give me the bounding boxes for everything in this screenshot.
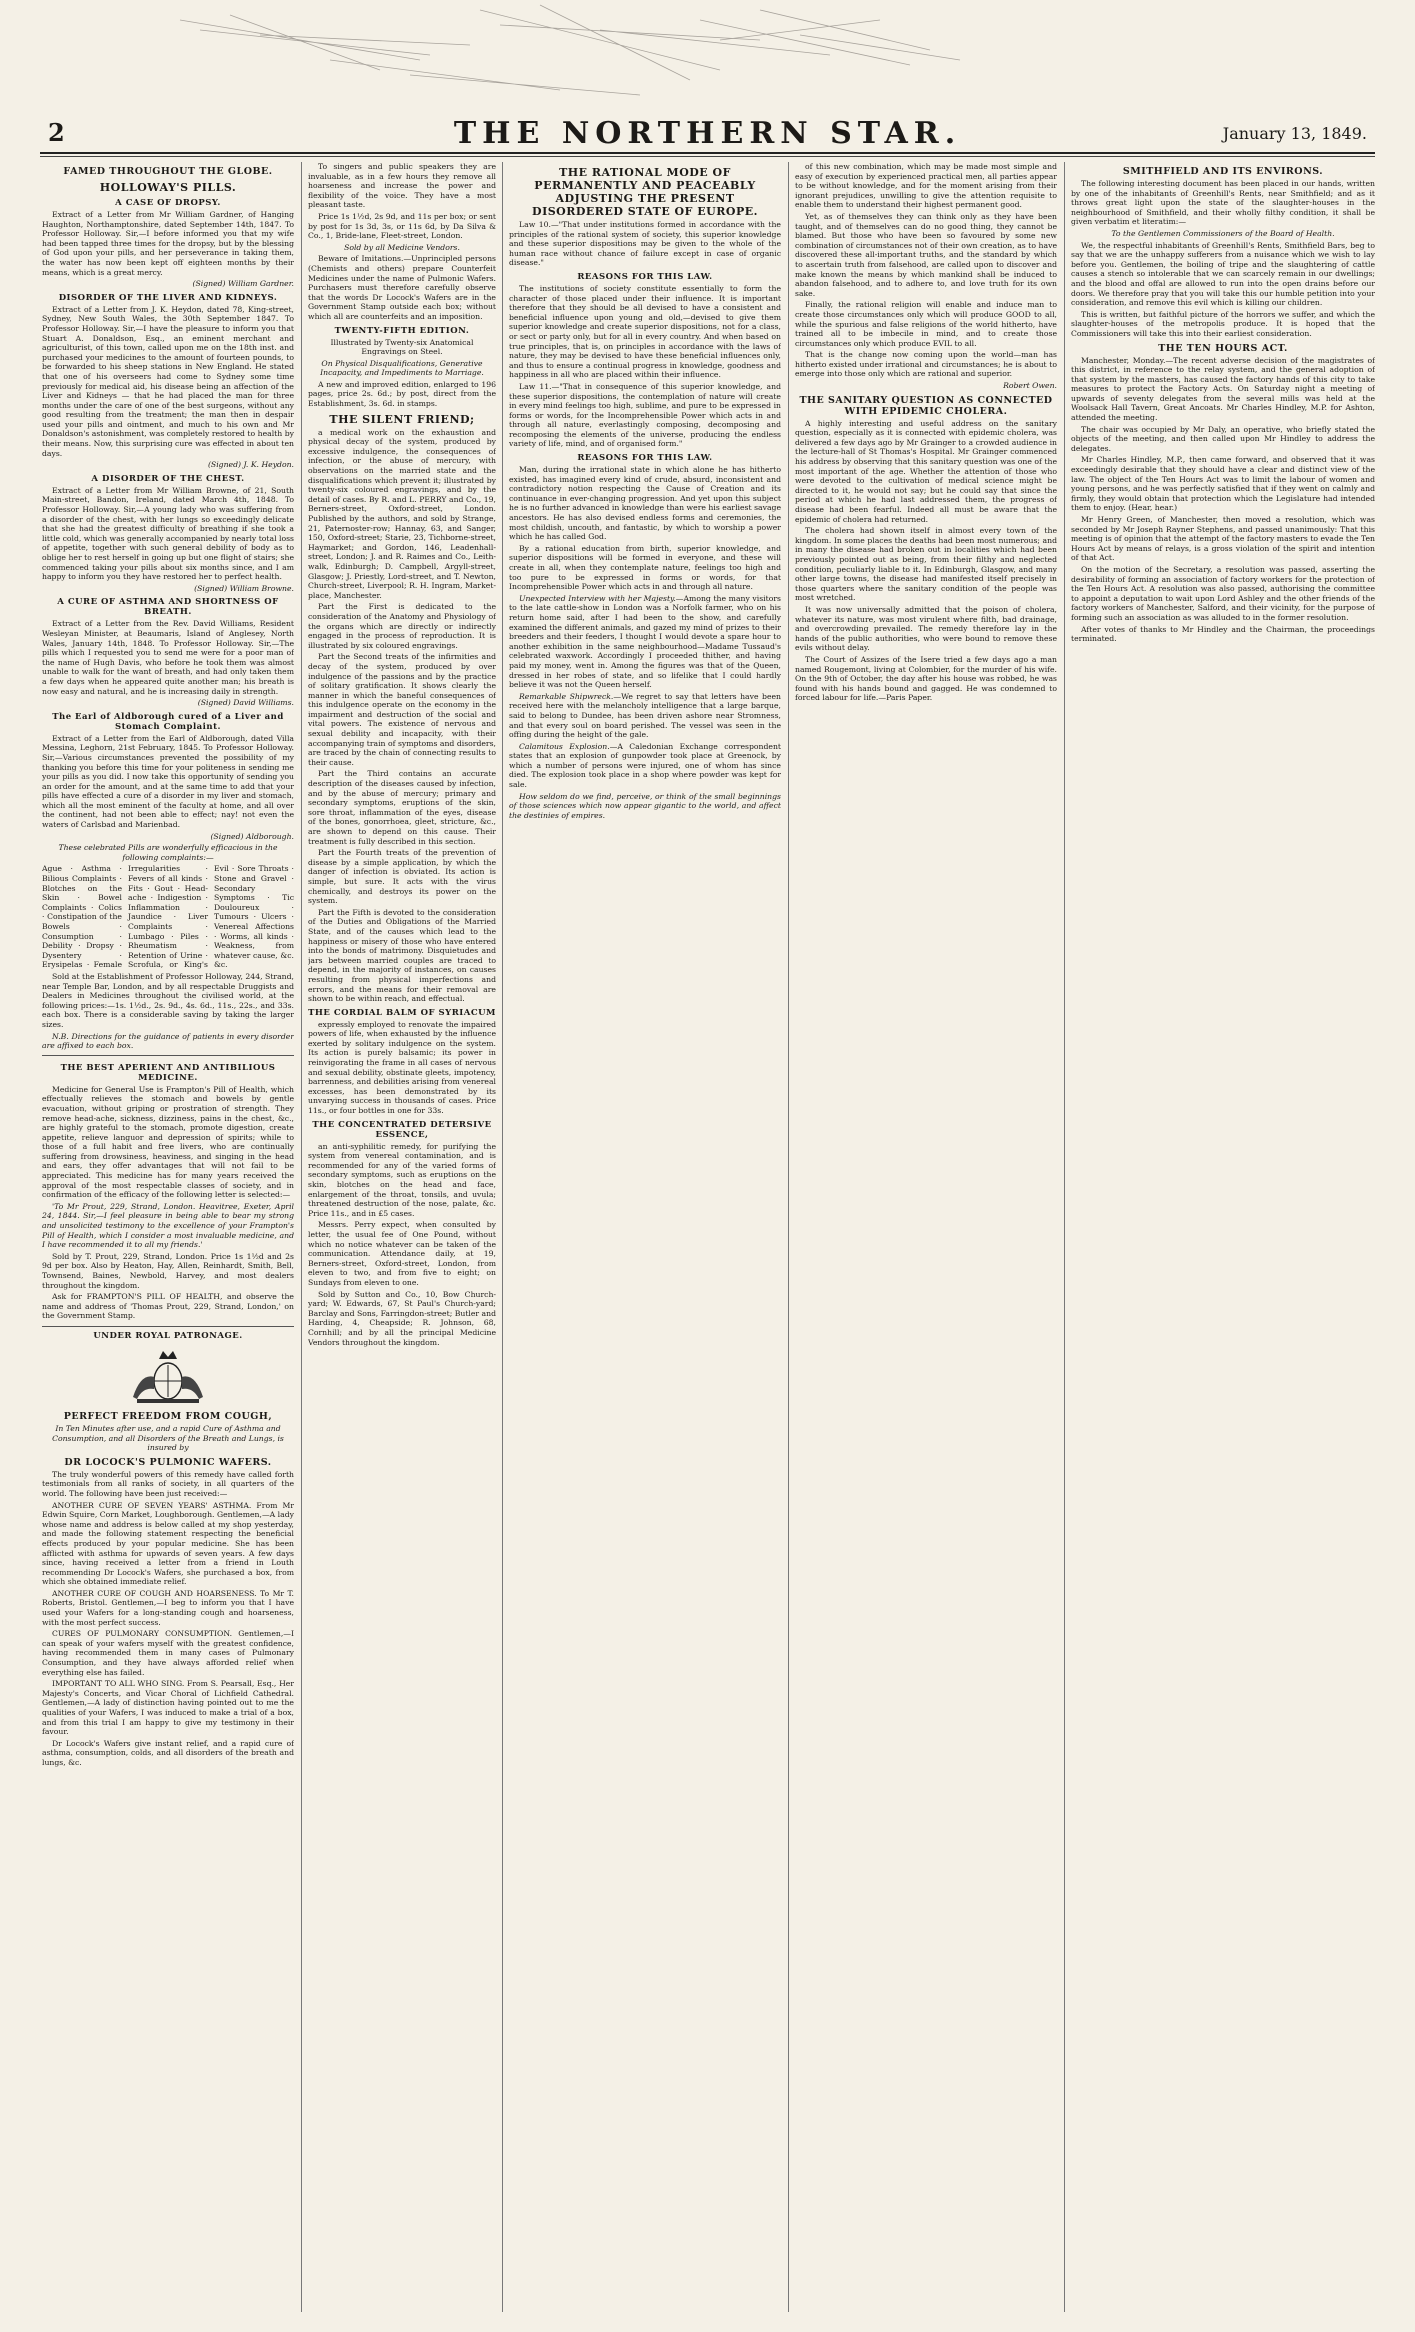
- column-2: [308, 162, 496, 2312]
- case-title: A DISORDER OF THE CHEST.: [91, 473, 245, 484]
- consult-text: Messrs. Perry expect, when consulted by letter, the usual fee of One Pound, without which no notice whatever can be taken of the communication. Attendance daily, at 19, Berners-street, Oxford-street, London, from eleven to two, and from five to eight; on Sundays from eleven to one.: [308, 1220, 496, 1287]
- royal-arms-icon: [123, 1347, 213, 1405]
- scratch-marks-illustration: [0, 0, 1415, 110]
- column-1: [42, 162, 294, 2312]
- item-heading: Unexpected Interview with her Majesty.: [519, 593, 676, 603]
- item-text: —A Caledonian Exchange correspondent states that an explosion of gunpowder took place at Greenock, by which a number of persons were injured, one of whom has since died. The explosion took place in a shop where powder was kept for sale.: [509, 741, 781, 790]
- wafers-caution: Beware of Imitations.—Unprincipled persons (Chemists and others) prepare Counterfeit Medicines under the name of Pulmonic Wafers. Purchasers must therefore carefully observe that the words Dr Locock's Wafers are in the Government Stamp outside each box; without which all are counterfeits and an imposition.: [308, 254, 496, 321]
- book-price: A new and improved edition, enlarged to 196 pages, price 2s. 6d.; by post, direct from the Establishment, 3s. 6d. in stamps.: [308, 379, 496, 409]
- diseases-list: Ague · Asthma · Bilious Complaints · Blotches on the Skin · Bowel Complaints · Colics · Constipation of the Bowels · Consumption · Debility · Dropsy · Dysentery · Erysipelas · Female Irregularities · Fevers of all kinds · Fits · Gout · Head-ache · Indigestion · Inflammation · Jaundice · Liver Complaints · Lumbago · Piles · Rheumatism · Retention of Urine · Scrofula, or King's Evil · Sore Throats · Stone and Gravel · Secondary Symptoms · Tic Douloureux · Tumours · Ulcers · Venereal Affections · Worms, all kinds · Weakness, from whatever cause, &c. &c.: [42, 864, 294, 970]
- reasons-text: Man, during the irrational state in which alone he has hitherto existed, has imagined every kind of crude, absurd, inconsistent and contradictory notion respecting the Cause of Creation and its continuance in ever-changing progression. And yet upon this subject he is no further advanced in knowledge than were his earliest savage ancestors. He has also devised endless forms and ceremonies, the most childish, uncouth, and fantastic, by which to worship a power which he has called God.: [509, 465, 781, 542]
- cordial-text: expressly employed to renovate the impaired powers of life, when exhausted by the influence exerted by solitary indulgence on the system. Its action is purely balsamic; its power in reinvigorating the frame in all cases of nervous and sexual debility, obstinate gleets, impotency, barrenness, and debilities arising from venereal excesses, has been demonstrated by its unvarying success in thousands of cases. Price 11s., or four bottles in one for 33s.: [308, 1019, 496, 1116]
- book-part: Part the First is dedicated to the consideration of the Anatomy and Physiology of the organs which are directly or indirectly engaged in the process of reproduction. It is illustrated by six coloured engravings.: [308, 602, 496, 650]
- smithfield-petition: This is written, but faithful picture of the horrors we suffer, and which the slaughter-houses of the metropolis produce. It is hoped that the Commissioners will take this into their earliest consideration.: [1071, 309, 1375, 338]
- case-text: Extract of a Letter from Mr William Gardner, of Hanging Haughton, Northamptonshire, dated September 14th, 1847. To Professor Holloway. Sir,—I before informed you that my wife had been tapped three times for the dropsy, but by the blessing of God upon your pills, and her perseverance in taking them, the water has now been kept off eighteen months by their means, which is a great mercy.: [42, 210, 294, 277]
- ad-title: THE BEST APERIENT AND ANTIBILIOUS MEDICINE.: [60, 1062, 276, 1083]
- sanitary-heading: THE SANITARY QUESTION AS CONNECTED WITH EPIDEMIC CHOLERA.: [799, 394, 1053, 417]
- ten-hours-text: Mr Charles Hindley, M.P., then came forward, and observed that it was exceedingly desirable that they should have a clear and distinct view of the law. The object of the Ten Hours Act was to limit the labour of women and young persons, and he was perfectly satisfied that if they went on calmly and firmly, they would obtain that protection which the Legislature had intended them to enjoy. (Hear, hear.): [1071, 455, 1375, 513]
- wafers-title: DR LOCOCK'S PULMONIC WAFERS.: [64, 1456, 272, 1468]
- column-3: [509, 162, 781, 2312]
- case-text: Extract of a Letter from J. K. Heydon, dated 78, King-street, Sydney, New South Wales, the 30th September 1847. To Professor Holloway. Sir,—I have the pleasure to inform you that Stuart A. Donaldson, Esq., an eminent merchant and agriculturist, of this town, called upon me on the 18th inst. and purchased your medicines to the amount of fourteen pounds, to be forwarded to his sheep stations in New England. He stated that one of his overseers had come to Sydney some time previously for medical aid, his disease being an affection of the Liver and Kidneys — that he had placed the man for three months under the care of one of the best surgeons, without any good resulting from the treatment; the man then in despair used your pills and ointment, and much to his own and Mr Donaldson's astonishment, was completely restored to health by their means. Now, this surprising cure was effected in about ten days.: [42, 304, 294, 458]
- cough-subtitle: In Ten Minutes after use, and a rapid Cure of Asthma and Consumption, and all Disorders of the Breath and Lungs, is insured by: [52, 1423, 284, 1453]
- assize-text: The Court of Assizes of the Isere tried a few days ago a man named Rougemont, living at Colombier, for the murder of his wife. On the 9th of October, the day after his house was robbed, he was found with his hands bound and gagged. He was condemned to forced labour for life.—Paris Paper.: [795, 654, 1057, 703]
- edition-heading: TWENTY-FIFTH EDITION.: [334, 325, 470, 336]
- wafers-case: IMPORTANT TO ALL WHO SING. From S. Pearsall, Esq., Her Majesty's Concerts, and Vicar Choral of Lichfield Cathedral. Gentlemen,—A lady of distinction having pointed out to me the qualities of your Wafers, I was induced to make a trial of a box, and from this trial I am happy to give my testimony in their favour.: [42, 1679, 294, 1737]
- issue-date: January 13, 1849.: [1222, 124, 1367, 143]
- cough-title: PERFECT FREEDOM FROM COUGH,: [63, 1410, 273, 1422]
- case-title: A CURE OF ASTHMA AND SHORTNESS OF BREATH.: [57, 597, 279, 618]
- item-text: —Among the many visitors to the late cattle-show in London was a Norfolk farmer, who on his return home said, after I had been to the show, and carefully examined the different animals, and gazed my mind of prizes to their breeders and their feeders, I thought I would devote a spare hour to another exhibition in the same neighbourhood—Madame Tussaud's celebrated waxwork. Accordingly I proceeded thither, and having paid my money, went in. Among the figures was that of the Queen, dressed in her robes of state, and so lifelike that I could hardly believe it was not the Queen herself.: [509, 593, 781, 690]
- wafers-price: Price 1s 1½d, 2s 9d, and 11s per box; or sent by post for 1s 3d, 3s, or 11s 6d, by Da Silva & Co., 1, Bride-lane, Fleet-street, London.: [308, 211, 496, 241]
- column-divider: [788, 162, 789, 2312]
- case-title: DISORDER OF THE LIVER AND KIDNEYS.: [58, 292, 278, 303]
- book-title: On Physical Disqualifications, Generative Incapacity, and Impediments to Marriage.: [320, 358, 484, 378]
- sanitary-text: The cholera had shown itself in almost every town of the kingdom. In some places the deaths had been most numerous; and in many the disease had broken out in localities which had been previously pointed out as being, from their filthy and neglected condition, peculiarly liable to it. In Edinburgh, Glasgow, and many other large towns, the disease had manifested itself precisely in those quarters where the sanitary condition of the people was most wretched.: [795, 526, 1057, 603]
- law-text: Law 10.—"That under institutions formed in accordance with the principles of the rational system of society, this superior knowledge and these superior dispositions may be given to the whole of the human race without chance of failure except in case of organic disease.": [509, 220, 781, 268]
- item-text: —We regret to say that letters have been received here with the melancholy intelligence that a large barque, said to belong to Dundee, has been driven ashore near Stromness, and that every soul on board perished. The vessel was seen in the offing during the height of the gale.: [509, 691, 781, 740]
- owen-text: of this new combination, which may be made most simple and easy of execution by experienced practical men, all parties appear to be without knowledge, and for the moment arising from their ignorant prejudices, unwilling to give the attention requisite to enable them to understand their highest permanent good.: [795, 162, 1057, 210]
- smithfield-petition: We, the respectful inhabitants of Greenhill's Rents, Smithfield Bars, beg to say that we are the unhappy sufferers from a nuisance which we wish to lay before you. Gentlemen, the boiling of tripe and the slaughtering of cattle causes a stench so intolerable that we can scarcely remain in our dwellings; and the blood and offal are allowed to run into the open drains before our doors. We therefore pray that you will take this our humble petition into your consideration, and remove this evil which is killing our children.: [1071, 240, 1375, 308]
- column-4: [795, 162, 1057, 2312]
- reasons-heading: REASONS FOR THIS LAW.: [577, 453, 713, 464]
- ten-hours-text: Mr Henry Green, of Manchester, then moved a resolution, which was seconded by Mr Joseph Rayner Stephens, and passed unanimously: That this meeting is of opinion that the attempt of the factory masters to evade the Ten Hours Act by means of relays, is a gross violation of the spirit and intention of that Act.: [1071, 515, 1375, 563]
- royal-patronage: UNDER ROYAL PATRONAGE.: [93, 1330, 243, 1341]
- masthead-rule: [40, 156, 1375, 157]
- sold-note: N.B. Directions for the guidance of patients in every disorder are affixed to each box.: [42, 1031, 294, 1051]
- ten-hours-text: On the motion of the Secretary, a resolution was passed, asserting the desirability of forming an association of factory workers for the protection of the Ten Hours Act. A resolution was also passed, authorising the committee to appoint a deputation to wait upon Lord Ashley and the other friends of the factory workers of Manchester, Salford, and their vicinity, for the purpose of forming such an association as was alluded to in the former resolution.: [1071, 564, 1375, 622]
- essence-text: an anti-syphilitic remedy, for purifying the system from venereal contamination, and is recommended for any of the varied forms of secondary symptoms, such as eruptions on the skin, blotches on the head and face, enlargement of the throat, tonsils, and uvula; threatened destruction of the nose, palate, &c. Price 11s., and in £5 cases.: [308, 1141, 496, 1218]
- wafers-intro: To singers and public speakers they are invaluable, as in a few hours they remove all hoarseness and increase the power and flexibility of the voice. They have a most pleasant taste.: [308, 162, 496, 210]
- ten-hours-text: After votes of thanks to Mr Hindley and the Chairman, the proceedings terminated.: [1071, 624, 1375, 644]
- smithfield-address: To the Gentlemen Commissioners of the Board of Health.: [1111, 228, 1335, 238]
- holloway-heading: FAMED THROUGHOUT THE GLOBE.: [63, 166, 273, 177]
- silent-friend-title: THE SILENT FRIEND;: [329, 412, 475, 426]
- wafers-case: ANOTHER CURE OF COUGH AND HOARSENESS. To Mr T. Roberts, Bristol. Gentlemen,—I beg to inform you that I have used your Wafers for a long-standing cough and hoarseness, with the most perfect success.: [42, 1588, 294, 1627]
- frampton-ad: [42, 1055, 294, 1327]
- column-divider: [1064, 162, 1065, 2312]
- case-title: A CASE OF DROPSY.: [115, 198, 221, 208]
- sanitary-text: It was now universally admitted that the poison of cholera, whatever its nature, was most virulent where filth, bad drainage, and overcrowding prevailed. The remedy therefore lay in the hands of the public authorities, who were bound to remove these evils without delay.: [795, 604, 1057, 653]
- holloway-pills-title: HOLLOWAY'S PILLS.: [99, 181, 237, 194]
- item-heading: Calamitous Explosion.: [519, 741, 610, 751]
- book-part: Part the Third contains an accurate description of the diseases caused by infection, and by the abuse of mercury; primary and secondary symptoms, eruptions of the skin, sore throat, inflammation of the eyes, disease of the bones, gonorrhoea, gleet, stricture, &c., are shown to depend on this cause. Their treatment is fully described in this section.: [308, 769, 496, 846]
- wafers-agents: Sold by all Medicine Vendors.: [344, 242, 460, 252]
- owen-text: Finally, the rational religion will enable and induce man to create those circumstances only which will produce GOOD to all, while the spurious and false religions of the world hitherto, have trained all to be imbecile in mind, and to create those circumstances only which produce EVIL to all.: [795, 300, 1057, 348]
- item-heading: Remarkable Shipwreck.: [519, 691, 614, 701]
- ad-text: Medicine for General Use is Frampton's Pill of Health, which effectually relieves the stomach and bowels by gentle evacuation, without griping or prostration of strength. They remove head-ache, sickness, dizziness, pains in the chest, &c., are highly grateful to the stomach, promote digestion, create appetite, relieve languor and depression of spirits; while to those of a full habit and free livers, who are continually suffering from drowsiness, heaviness, and singing in the head and ears, they offer advantages that will not fail to be appreciated. This medicine has for many years received the approval of the most respectable classes of society, and in confirmation of the efficacy of the following letter is selected:—: [42, 1084, 294, 1200]
- law-text: Law 11.—"That in consequence of this superior knowledge, and these superior dispositions, the contemplation of nature will create in every mind feelings too high, sublime, and pure to be expressed in forms or words, for the Incomprehensible Power which acts in and through all nature, everlastingly composing, decomposing and recomposing the elements of the universe, producing the endless variety of life, mind, and of organised form.": [509, 381, 781, 449]
- wafers-case: CURES OF PULMONARY CONSUMPTION. Gentlemen,—I can speak of your wafers myself with the greatest confidence, having recommended them in many cases of Pulmonary Consumption, and they have always afforded relief when everything else has failed.: [42, 1629, 294, 1677]
- owen-text: That is the change now coming upon the world—man has hitherto existed under irrational and circumstances; he is about to emerge into those only which are rational and superior.: [795, 350, 1057, 379]
- reasons-text: The institutions of society constitute essentially to form the character of those placed under their influence. It is important therefore that they should be all devised to have a consistent and beneficial influence upon young and old,—devised to give them superior knowledge and create superior dispositions, not for a class, or sect or party only, but for all in every country. And when based on true principles, that is, on principles in accordance with the laws of nature, they may be devised to have these beneficial influences only, and thus to ensure a continual progress in knowledge, goodness and happiness in all who are placed within their influence.: [509, 283, 781, 380]
- case-text: Extract of a Letter from the Earl of Aldborough, dated Villa Messina, Leghorn, 21st February, 1845. To Professor Holloway. Sir,—Various circumstances prevented the possibility of my thanking you before this time for your politeness in sending me your pills as you did. I now take this opportunity of sending you an order for the amount, and at the same time to add that your pills have effected a cure of a disorder in my liver and stomach, which all the most eminent of the faculty at home, and all over the continent, had not been able to effect; nay! not even the waters of Carlsbad and Marienbad.: [42, 733, 294, 830]
- case-signature: (Signed) William Browne.: [194, 583, 294, 593]
- book-subtitle: Illustrated by Twenty-six Anatomical Engravings on Steel.: [330, 337, 474, 357]
- essence-title: THE CONCENTRATED DETERSIVE ESSENCE,: [312, 1119, 492, 1140]
- column-5: [1071, 162, 1375, 2312]
- smithfield-heading: SMITHFIELD AND ITS ENVIRONS.: [1122, 166, 1324, 177]
- smithfield-intro: The following interesting document has been placed in our hands, written by one of the inhabitants of Greenhill's Rents, near Smithfield; and as it throws great light upon the state of the slaughter-houses in the neighbourhood of Smithfield, and their wholly filthy condition, it shall be given verbatim et literatim:—: [1071, 179, 1375, 227]
- reasons-text: By a rational education from birth, superior knowledge, and superior dispositions will be formed in everyone, and these will create in all, when they contemplate nature, feelings too high and too pure to be expressed in forms or words, for that Incomprehensible Power which acts in and through all nature.: [509, 543, 781, 592]
- book-part: Part the Second treats of the infirmities and decay of the system, produced by over indulgence of the passions and by the practice of solitary gratification. It shows clearly the manner in which the baneful consequences of this indulgence operate on the economy in the impairment and destruction of the social and vital powers. The existence of nervous and sexual debility and incapacity, with their accompanying train of symptoms and disorders, are traced by the chain of connecting results to their cause.: [308, 652, 496, 767]
- column-divider: [502, 162, 503, 2312]
- wafers-case: ANOTHER CURE OF SEVEN YEARS' ASTHMA. From Mr Edwin Squire, Corn Market, Loughborough. Gentlemen,—A lady whose name and address is below called at my shop yesterday, and made the following statement respecting the beneficial effects produced by your popular medicine. She has been afflicted with asthma for upwards of seven years. A few days since, having received a letter from a friend in Louth recommending Dr Locock's Wafers, she purchased a box, from which she obtained immediate relief.: [42, 1500, 294, 1587]
- ten-hours-heading: THE TEN HOURS ACT.: [1158, 342, 1288, 354]
- ad-letter: 'To Mr Prout, 229, Strand, London. Heavitree, Exeter, April 24, 1844. Sir,—I feel pleasure in being able to bear my strong and unsolicited testimony to the excellence of your Frampton's Pill of Health, which I consider a most invaluable medicine, and I have recommended it to all my friends.': [42, 1201, 294, 1250]
- sold-at: Sold at the Establishment of Professor Holloway, 244, Strand, near Temple Bar, London, and by all respectable Druggists and Dealers in Medicines throughout the civilised world, at the following prices:—1s. 1½d., 2s. 9d., 4s. 6d., 11s., 22s., and 33s. each box. There is a considerable saving by taking the larger sizes.: [42, 971, 294, 1029]
- diseases-intro: These celebrated Pills are wonderfully efficacious in the following complaints:—: [58, 843, 278, 862]
- case-text: Extract of a Letter from the Rev. David Williams, Resident Wesleyan Minister, at Beaumaris, Island of Anglesey, North Wales, January 14th, 1848. To Professor Holloway. Sir,—The pills which I requested you to send me were for a poor man of the name of Hugh Davis, who before he took them was almost unable to walk for the want of breath, and had only taken them a few days when he appeared quite another man; his breath is now easy and natural, and he is increasing daily in strength.: [42, 619, 294, 696]
- ad-note: Ask for FRAMPTON'S PILL OF HEALTH, and observe the name and address of 'Thomas Prout, 229, Strand, London,' on the Government Stamp.: [42, 1292, 294, 1321]
- reasons-heading: REASONS FOR THIS LAW.: [577, 271, 713, 282]
- footnote: How seldom do we find, perceive, or think of the small beginnings of those sciences which now appear gigantic to the world, and affect the destinies of empires.: [509, 791, 781, 820]
- owen-text: Yet, as of themselves they can think only as they have been taught, and of themselves can do no good thing, they cannot be blamed. But those who have been so favoured by some new combination of circumstances not of their own creation, as to have discovered these all-important truths, and the standard by which to ascertain truth from falsehood, are called upon to discover and make known the means by which mankind shall be induced to abandon falsehood, and to adhere to, and love truth for its own sake.: [795, 211, 1057, 298]
- rational-mode-heading: THE RATIONAL MODE OF PERMANENTLY AND PEACEABLY ADJUSTING THE PRESENT DISORDERED STATE OF EUROPE.: [532, 166, 758, 218]
- case-text: Extract of a Letter from Mr William Browne, of 21, South Main-street, Bandon, Ireland, dated March 4th, 1848. To Professor Holloway. Sir,—A young lady who was suffering from a disorder of the chest, with her lungs so exceedingly delicate that she had the greatest difficulty of breathing if she took a little cold, which was generally accompanied by nearly total loss of appetite, together with such general debility of body as to oblige her to rest herself in going up but one flight of stairs; she commenced taking your pills about six months since, and I am happy to inform you they have restored her to perfect health.: [42, 485, 294, 582]
- cordial-title: THE CORDIAL BALM OF SYRIACUM: [308, 1007, 496, 1018]
- perry-sold: Sold by Sutton and Co., 10, Bow Church-yard; W. Edwards, 67, St Paul's Church-yard; Barclay and Sons, Farringdon-street; Butler and Harding, 4, Cheapside; R. Johnson, 68, Cornhill; and by all the principal Medicine Vendors throughout the kingdom.: [308, 1289, 496, 1347]
- ad-sold: Sold by T. Prout, 229, Strand, London. Price 1s 1½d and 2s 9d per box. Also by Heaton, Hay, Allen, Reinhardt, Smith, Bell, Townsend, Baines, Newbold, Harvey, and most dealers throughout the kingdom.: [42, 1251, 294, 1290]
- owen-signature: Robert Owen.: [1003, 381, 1057, 391]
- case-signature: (Signed) David Williams.: [197, 698, 294, 708]
- masthead: [40, 118, 1375, 154]
- case-signature: (Signed) William Gardner.: [192, 279, 294, 289]
- wafers-text: The truly wonderful powers of this remedy have called forth testimonials from all ranks of society, in all quarters of the world. The following have been just received:—: [42, 1469, 294, 1498]
- book-description: a medical work on the exhaustion and physical decay of the system, produced by excessive indulgence, the consequences of infection, or the abuse of mercury, with observations on the married state and the disqualifications which prevent it; illustrated by twenty-six coloured engravings, and by the detail of cases. By R. and L. PERRY and Co., 19, Berners-street, Oxford-street, London. Published by the authors, and sold by Strange, 21, Paternoster-row; Hannay, 63, and Sanger, 150, Oxford-street; Starie, 23, Tichborne-street, Haymarket; and Gordon, 146, Leadenhall-street, London; J. and R. Raimes and Co., Leith-walk, Edinburgh; D. Campbell, Argyll-street, Glasgow; J. Priestly, Lord-street, and T. Newton, Church-street, Liverpool; R. H. Ingram, Market-place, Manchester.: [308, 427, 496, 600]
- newspaper-title: THE NORTHERN STAR.: [453, 116, 962, 151]
- sanitary-text: A highly interesting and useful address on the sanitary question, especially as it is connected with epidemic cholera, was delivered a few days ago by Mr Grainger to a crowded audience in the lecture-hall of St Thomas's Hospital. Mr Grainger commenced his address by observing that this sanitary question was one of the most important of the age. Whether the attention of those who were devoted to the cultivation of medical science might be directed to it, he would not say; but he could say that since the period at which he had last addressed them, the progress of disease had been fearful. Indeed all must be aware that the epidemic of cholera had returned.: [795, 418, 1057, 524]
- wafers-note: Dr Locock's Wafers give instant relief, and a rapid cure of asthma, consumption, colds, and all disorders of the breath and lungs, &c.: [42, 1738, 294, 1767]
- case-title: The Earl of Aldborough cured of a Liver and Stomach Complaint.: [52, 711, 284, 732]
- column-divider: [301, 162, 302, 2312]
- page-number: 2: [48, 118, 65, 147]
- ten-hours-text: The chair was occupied by Mr Daly, an operative, who briefly stated the objects of the meeting, and then called upon Mr Hindley to address the delegates.: [1071, 424, 1375, 453]
- book-part: Part the Fourth treats of the prevention of disease by a simple application, by which the danger of infection is obviated. Its action is simple, but sure. It acts with the virus chemically, and destroys its power on the system.: [308, 848, 496, 906]
- case-signature: (Signed) Aldborough.: [210, 831, 294, 841]
- ten-hours-text: Manchester, Monday.—The recent adverse decision of the magistrates of this district, in reference to the relay system, and the general adoption of that system by the masters, has caused the factory hands of this city to take measures to protect the Factory Acts. On Saturday night a meeting of upwards of seventy delegates from the several mills was held at the Woolsack Hall Tavern, Great Ancoats. Mr Charles Hindley, M.P. for Ashton, attended the meeting.: [1071, 355, 1375, 423]
- case-signature: (Signed) J. K. Heydon.: [207, 460, 294, 470]
- book-part: Part the Fifth is devoted to the consideration of the Duties and Obligations of the Married State, and of the causes which lead to the happiness or misery of those who have entered into the bonds of matrimony. Disquietudes and jars between married couples are traced to depend, in the majority of instances, on causes resulting from physical imperfections and errors, and the means for their removal are shown to be within reach, and effectual.: [308, 907, 496, 1004]
